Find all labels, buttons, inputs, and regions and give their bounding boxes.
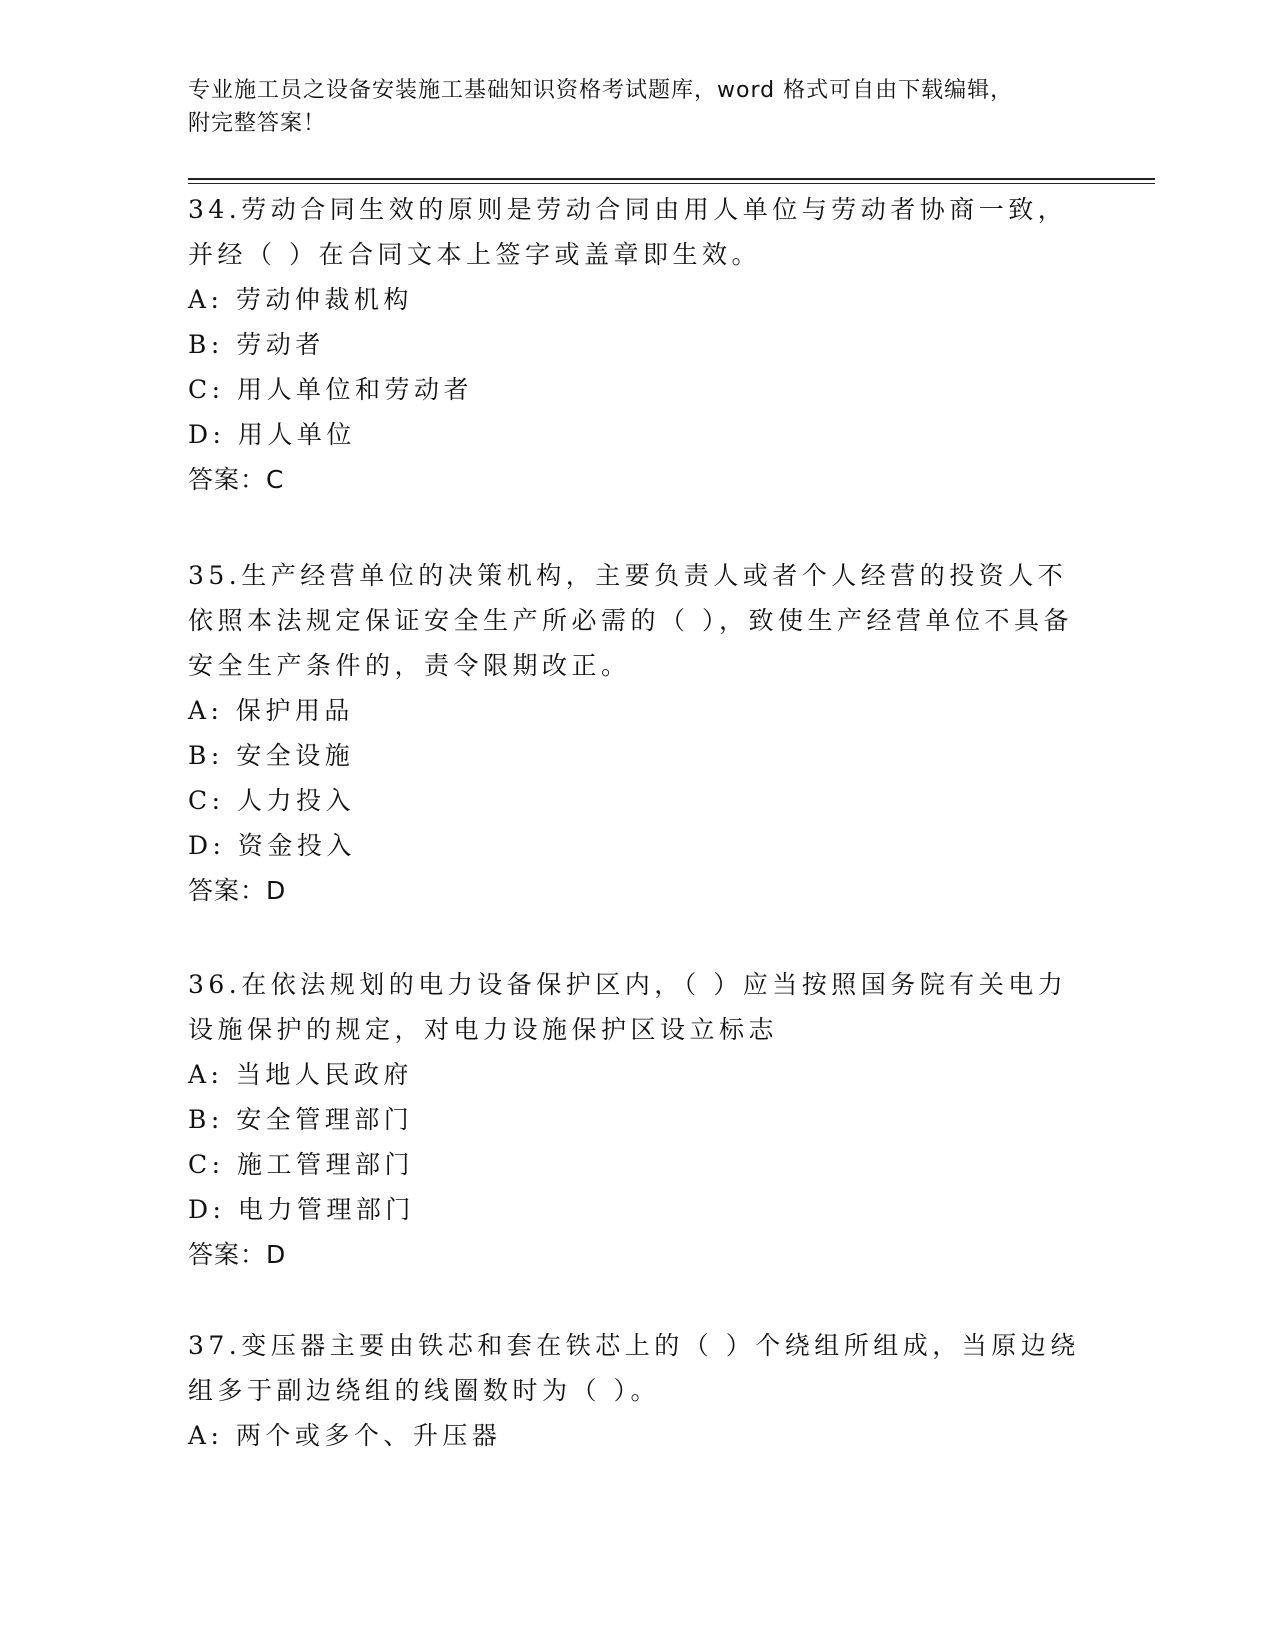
option-d: D: 用人单位: [188, 420, 356, 449]
question-36: [188, 962, 1088, 1277]
option-d: D: 电力管理部门: [188, 1195, 415, 1224]
header-divider-thin: [188, 183, 1155, 184]
answer: 答案：D: [188, 1240, 287, 1269]
document-intro: [188, 74, 1088, 140]
option-b: B: 安全设施: [188, 741, 355, 770]
option-a: A: 保护用品: [188, 696, 354, 725]
question-stem: 34.劳动合同生效的原则是劳动合同由用人单位与劳动者协商一致，并经（ ）在合同文本上签字或盖章即生效。: [188, 195, 1068, 269]
option-d: D: 资金投入: [188, 831, 356, 860]
option-c: C: 施工管理部门: [188, 1150, 414, 1179]
option-b: B: 安全管理部门: [188, 1105, 414, 1134]
header-divider-thick: [188, 178, 1155, 180]
option-a: A: 劳动仲裁机构: [188, 285, 413, 314]
option-a: A: 当地人民政府: [188, 1060, 413, 1089]
option-a: A: 两个或多个、升压器: [188, 1421, 502, 1450]
question-34: [188, 187, 1088, 502]
question-stem: 36.在依法规划的电力设备保护区内，（ ）应当按照国务院有关电力设施保护的规定，对电力设施保护区设立标志: [188, 970, 1068, 1044]
intro-line-2: 附完整答案！: [188, 111, 327, 136]
question-stem: 35.生产经营单位的决策机构，主要负责人或者个人经营的投资人不依照本法规定保证安全生产所必需的（ ），致使生产经营单位不具备安全生产条件的，责令限期改正。: [188, 561, 1073, 680]
answer: 答案：C: [188, 465, 285, 494]
answer: 答案：D: [188, 876, 287, 905]
intro-line-1: 专业施工员之设备安装施工基础知识资格考试题库，word 格式可自由下载编辑，: [188, 78, 1014, 103]
option-b: B: 劳动者: [188, 330, 325, 359]
option-c: C: 人力投入: [188, 786, 355, 815]
option-c: C: 用人单位和劳动者: [188, 375, 473, 404]
question-35: [188, 553, 1088, 913]
question-stem: 37.变压器主要由铁芯和套在铁芯上的（ ）个绕组所组成，当原边绕组多于副边绕组的线圈数时为（ ）。: [188, 1331, 1080, 1405]
question-37: [188, 1323, 1088, 1458]
